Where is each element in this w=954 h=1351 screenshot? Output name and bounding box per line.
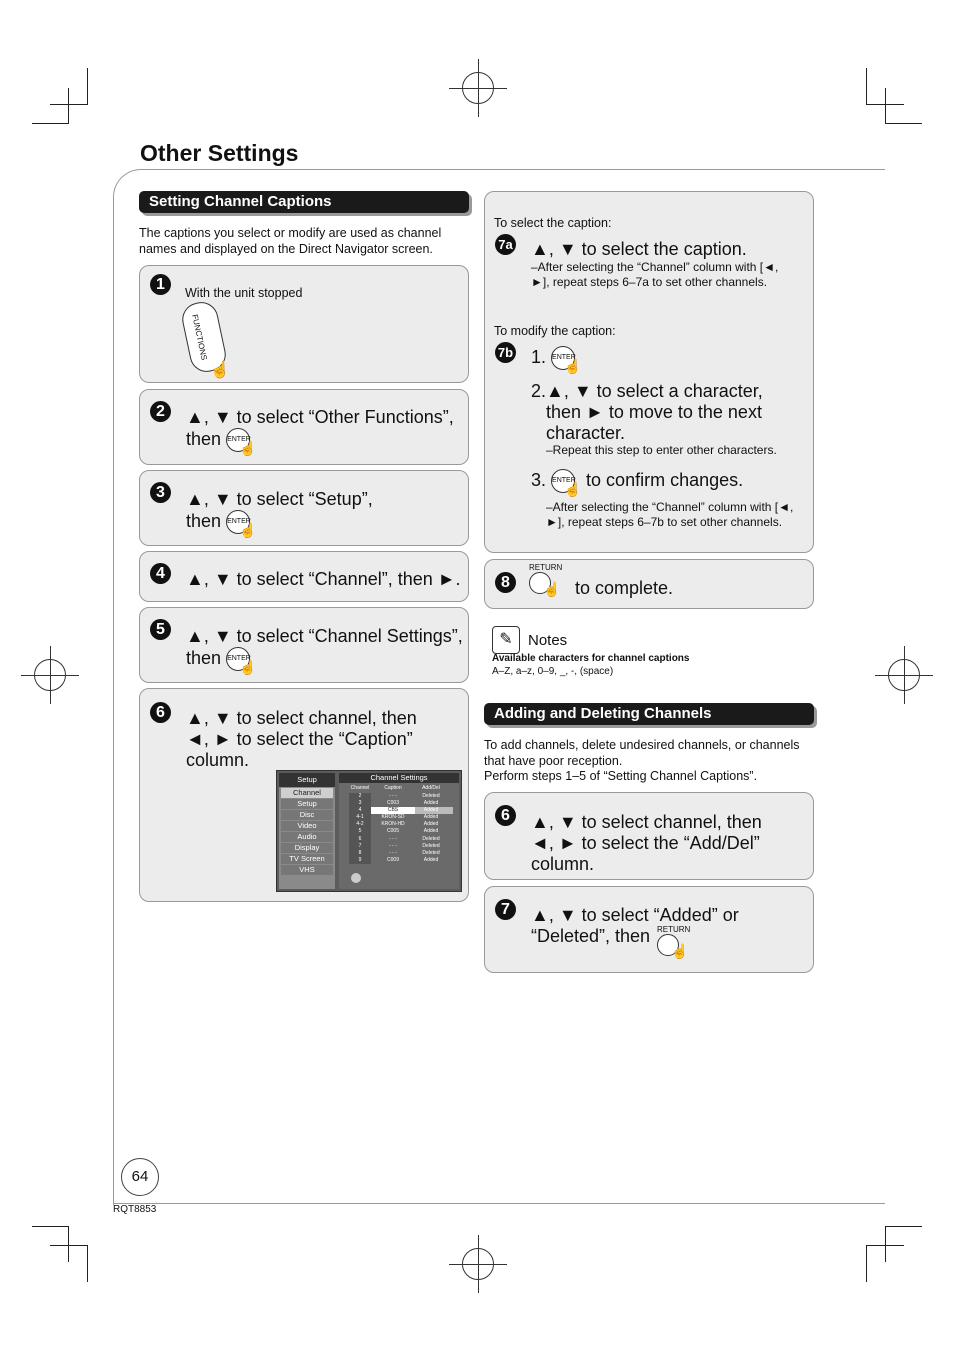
registration-mark bbox=[462, 72, 494, 104]
step-text bbox=[531, 469, 744, 497]
step-7-add-del bbox=[484, 886, 814, 973]
step-text: “Deleted”, then bbox=[531, 926, 651, 946]
status-cell: Deleted bbox=[422, 793, 440, 799]
crop-mark bbox=[87, 68, 88, 105]
crop-mark bbox=[87, 1246, 88, 1282]
step-text: ◄, ► to select the “Caption” bbox=[186, 729, 413, 749]
channel-row[interactable] bbox=[349, 807, 453, 814]
step-7-panel bbox=[484, 191, 814, 553]
channel-row[interactable] bbox=[349, 836, 453, 843]
step-text: ◄, ► to select the “Add/Del” bbox=[531, 833, 760, 853]
return-label: RETURN bbox=[657, 925, 691, 934]
step-text: ▲, ▼ to select “Channel Settings”, bbox=[186, 626, 463, 646]
step-text: 2.▲, ▼ to select a character, bbox=[531, 381, 763, 401]
page-title: Other Settings bbox=[140, 140, 299, 166]
enter-button-icon bbox=[226, 647, 257, 675]
status-cell: Deleted bbox=[422, 849, 440, 856]
enter-button-icon bbox=[226, 510, 257, 538]
enter-label: ENTER bbox=[227, 518, 251, 525]
column-header: Add/Del bbox=[422, 785, 440, 791]
step-number: 7b bbox=[495, 342, 516, 363]
crop-mark bbox=[50, 104, 88, 105]
caption-cell: KRON-HD bbox=[381, 821, 405, 828]
status-cell: Deleted bbox=[422, 842, 440, 849]
return-button-icon bbox=[657, 925, 691, 959]
caption-cell: - - - bbox=[389, 849, 397, 856]
enter-label: ENTER bbox=[552, 477, 576, 484]
channel-settings-panel bbox=[339, 773, 459, 889]
enter-label: ENTER bbox=[227, 436, 251, 443]
channel-row[interactable] bbox=[349, 857, 453, 864]
step-text: character. bbox=[546, 423, 626, 443]
setup-menu-item[interactable]: Video bbox=[281, 821, 333, 831]
channel-cell: 4-1 bbox=[349, 814, 371, 821]
notes-title: Notes bbox=[528, 632, 568, 649]
step-number: 5 bbox=[150, 619, 171, 640]
setup-menu-item[interactable]: TV Screen bbox=[281, 854, 333, 864]
step-1 bbox=[139, 265, 469, 383]
setup-menu-item[interactable]: VHS bbox=[281, 865, 333, 875]
section-intro: Perform steps 1–5 of “Setting Channel Captions”. bbox=[484, 769, 758, 783]
document-code: RQT8853 bbox=[113, 1204, 157, 1215]
section-header-setting-channel-captions: Setting Channel Captions bbox=[139, 191, 469, 213]
step-text: ▲, ▼ to select channel, then bbox=[531, 812, 762, 832]
crop-mark bbox=[866, 1246, 867, 1282]
hand-icon: ☝ bbox=[239, 522, 257, 538]
channel-row[interactable] bbox=[349, 843, 453, 850]
section-header-adding-deleting-channels: Adding and Deleting Channels bbox=[484, 703, 814, 725]
step-item-3-text: to confirm changes. bbox=[586, 469, 744, 490]
step-number: 4 bbox=[150, 563, 171, 584]
setup-menu-item[interactable]: Audio bbox=[281, 832, 333, 842]
step-text: column. bbox=[186, 750, 250, 770]
page-number: 64 bbox=[121, 1158, 159, 1196]
channel-row[interactable] bbox=[349, 821, 453, 828]
enter-button-icon bbox=[226, 428, 257, 456]
step-text bbox=[186, 647, 257, 675]
setup-menu-item[interactable]: Setup bbox=[281, 799, 333, 809]
channel-cell: 5 bbox=[349, 828, 371, 835]
caption-cell: - - - bbox=[389, 835, 397, 842]
enter-label: ENTER bbox=[227, 655, 251, 662]
crop-mark bbox=[885, 1226, 886, 1262]
channel-cell: 6 bbox=[349, 836, 371, 843]
intro-text: The captions you select or modify are used as channel names and displayed on the Direct Navigator screen. bbox=[139, 226, 442, 256]
step-note: –Repeat this step to enter other characters. bbox=[546, 443, 777, 457]
step-text: ▲, ▼ to select “Other Functions”, bbox=[186, 407, 454, 427]
step-text: With the unit stopped bbox=[185, 286, 303, 300]
enter-label: ENTER bbox=[552, 354, 576, 361]
channel-cell: 9 bbox=[349, 857, 371, 864]
step-6-add-del bbox=[484, 792, 814, 880]
caption-cell: CBS bbox=[371, 807, 415, 814]
step-text-then: then bbox=[186, 428, 222, 449]
crop-mark bbox=[866, 68, 867, 105]
status-cell: Deleted bbox=[422, 835, 440, 842]
column-header: Caption bbox=[384, 785, 402, 791]
crop-mark bbox=[50, 1245, 88, 1246]
step-text: ▲, ▼ to select “Channel”, then ►. bbox=[186, 569, 461, 589]
hand-icon: ☝ bbox=[239, 440, 257, 456]
step-text-then: then bbox=[186, 647, 222, 668]
step-text: ▲, ▼ to select the caption. bbox=[531, 239, 747, 259]
crop-mark bbox=[885, 1226, 922, 1227]
caption-cell: KRON-SD bbox=[381, 814, 405, 821]
frame-line bbox=[113, 1203, 885, 1204]
channel-cell: 8 bbox=[349, 850, 371, 857]
hand-icon: ☝ bbox=[210, 362, 230, 379]
frame-line bbox=[140, 169, 885, 170]
channel-cell: 2 bbox=[349, 793, 371, 800]
step-5 bbox=[139, 607, 469, 683]
step-note: –After selecting the “Channel” column with [◄, ►], repeat steps 6–7b to set other channels. bbox=[546, 500, 794, 529]
hand-icon: ☝ bbox=[671, 943, 689, 959]
channel-row[interactable] bbox=[349, 828, 453, 835]
step-3 bbox=[139, 470, 469, 546]
channel-cell: 3 bbox=[349, 800, 371, 807]
step-text: ▲, ▼ to select “Added” or bbox=[531, 905, 739, 925]
step-note: –After selecting the “Channel” column with [◄, ►], repeat steps 6–7a to set other channels. bbox=[531, 260, 779, 289]
step-text: ▲, ▼ to select “Setup”, bbox=[186, 489, 373, 509]
step-number: 8 bbox=[495, 572, 516, 593]
caption-cell: C009 bbox=[387, 856, 399, 863]
registration-mark bbox=[462, 1248, 494, 1280]
step-8 bbox=[484, 559, 814, 609]
remote-navigation-icon bbox=[351, 873, 361, 883]
hand-icon: ☝ bbox=[564, 481, 582, 497]
notes-heading: Available characters for channel captions bbox=[492, 653, 690, 664]
step-number: 1 bbox=[150, 274, 171, 295]
step-number: 3 bbox=[150, 482, 171, 503]
channel-cell: 4-2 bbox=[349, 821, 371, 828]
label-modify-caption: To modify the caption: bbox=[494, 324, 616, 338]
step-text bbox=[531, 346, 582, 374]
crop-mark bbox=[866, 104, 904, 105]
setup-menu-title: Setup bbox=[279, 773, 335, 787]
enter-button-icon bbox=[551, 469, 582, 497]
step-number: 2 bbox=[150, 401, 171, 422]
step-text: column. bbox=[531, 854, 595, 874]
caption-cell: C003 bbox=[387, 800, 399, 807]
caption-cell: - - - bbox=[389, 842, 397, 849]
step-item-1: 1. bbox=[531, 346, 547, 367]
hand-icon: ☝ bbox=[543, 581, 561, 597]
setup-menu-item[interactable]: Channel bbox=[281, 788, 333, 798]
status-cell: Added bbox=[423, 828, 439, 835]
step-text-then: then bbox=[186, 510, 222, 531]
return-label: RETURN bbox=[529, 563, 563, 572]
step-number: 7 bbox=[495, 899, 516, 920]
label-select-caption: To select the caption: bbox=[494, 216, 612, 230]
caption-cell: - - - bbox=[389, 793, 397, 799]
step-number: 7a bbox=[495, 234, 516, 255]
section-intro: To add channels, delete undesired channels, or channels that have poor reception. bbox=[484, 738, 800, 768]
status-cell: Added bbox=[423, 821, 439, 828]
setup-menu-item[interactable]: Disc bbox=[281, 810, 333, 820]
column-header: Channel bbox=[350, 785, 370, 791]
channel-row[interactable] bbox=[349, 793, 453, 800]
crop-mark bbox=[68, 88, 69, 124]
registration-mark bbox=[34, 659, 66, 691]
channel-row[interactable] bbox=[349, 850, 453, 857]
notes-text: A–Z, a–z, 0–9, _, -, (space) bbox=[492, 666, 614, 677]
enter-button-icon bbox=[551, 346, 582, 374]
step-number: 6 bbox=[495, 805, 516, 826]
step-item-3: 3. bbox=[531, 469, 547, 490]
notes-icon: ✎ bbox=[492, 626, 520, 654]
step-2 bbox=[139, 389, 469, 465]
step-text: to complete. bbox=[575, 578, 674, 598]
crop-mark bbox=[32, 1226, 69, 1227]
status-cell: Added bbox=[423, 807, 439, 814]
frame-line bbox=[113, 169, 141, 1205]
status-cell: Added bbox=[423, 856, 439, 863]
crop-mark bbox=[866, 1245, 904, 1246]
setup-menu bbox=[279, 773, 335, 889]
crop-mark bbox=[68, 1226, 69, 1262]
caption-cell: C005 bbox=[387, 828, 399, 835]
hand-icon: ☝ bbox=[564, 358, 582, 374]
channel-settings-title: Channel Settings bbox=[339, 773, 459, 783]
channel-settings-screen bbox=[276, 770, 462, 892]
status-cell: Added bbox=[423, 800, 439, 807]
step-4 bbox=[139, 551, 469, 602]
step-number: 6 bbox=[150, 702, 171, 723]
setup-menu-item[interactable]: Display bbox=[281, 843, 333, 853]
step-text bbox=[186, 428, 257, 456]
step-text: ▲, ▼ to select channel, then bbox=[186, 708, 417, 728]
hand-icon: ☝ bbox=[239, 659, 257, 675]
functions-button-label: FUNCTIONS bbox=[190, 313, 209, 362]
channel-table-header bbox=[349, 783, 453, 793]
channel-row[interactable] bbox=[349, 800, 453, 807]
crop-mark bbox=[885, 123, 922, 124]
crop-mark bbox=[885, 88, 886, 124]
crop-mark bbox=[32, 123, 69, 124]
return-button-icon bbox=[529, 563, 563, 597]
channel-row[interactable] bbox=[349, 814, 453, 821]
step-text: then ► to move to the next bbox=[546, 402, 762, 422]
channel-cell: 4 bbox=[349, 807, 371, 814]
channel-cell: 7 bbox=[349, 843, 371, 850]
registration-mark bbox=[888, 659, 920, 691]
step-text bbox=[186, 510, 257, 538]
status-cell: Added bbox=[423, 814, 439, 821]
